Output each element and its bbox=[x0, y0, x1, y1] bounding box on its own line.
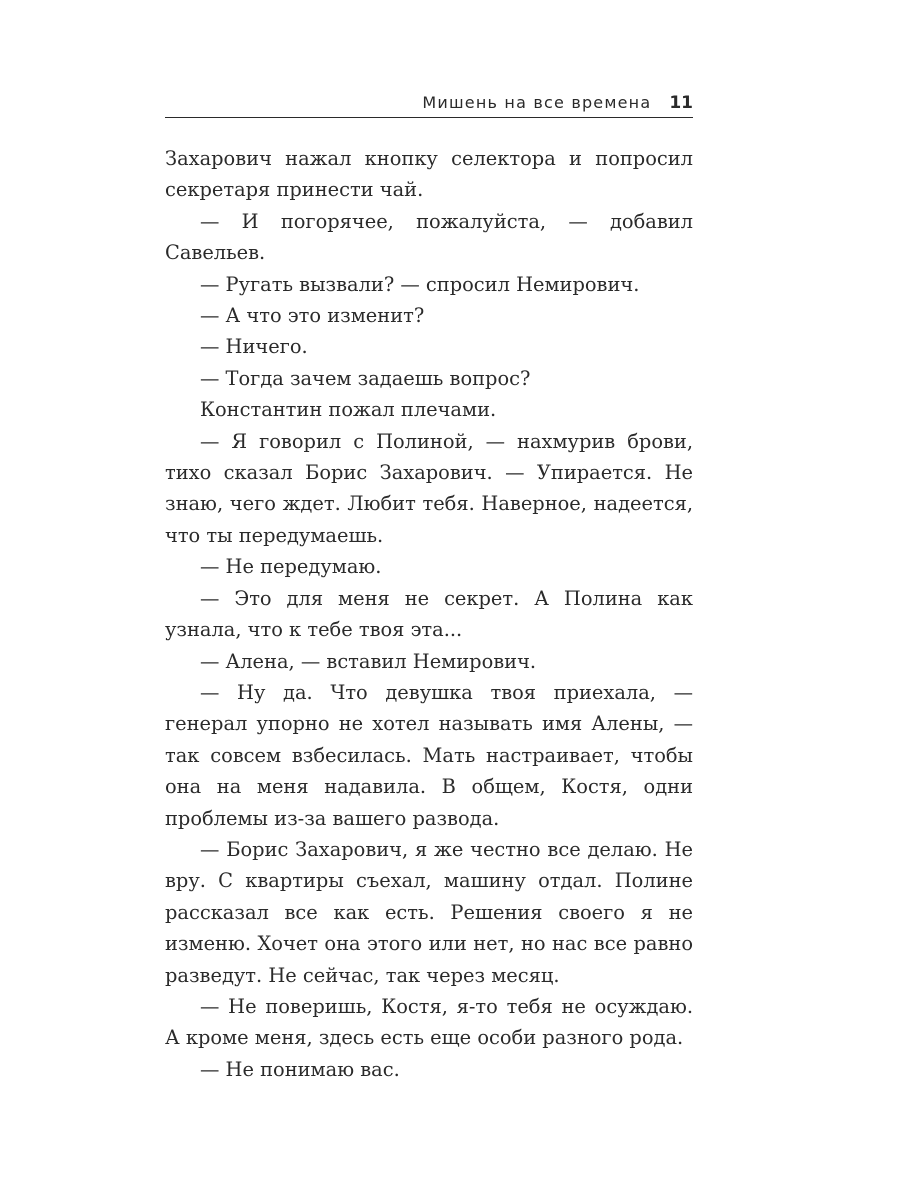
paragraph-8: — Я говорил с Полиной, — нахмурив брови, тихо сказал Борис Захарович. — Упирается. Не знаю, чего ждет. Любит тебя. Наверное, надеется, что ты передумаешь. bbox=[165, 429, 693, 547]
paragraph-15: — Не понимаю вас. bbox=[200, 1057, 400, 1081]
paragraph-12: — Ну да. Что девушка твоя приехала, — генерал упорно не хотел называть имя Алены, — так совсем взбесилась. Мать настраивает, чтобы она на меня надавила. В общем, Костя, одни проблемы из-за вашего развода. bbox=[165, 680, 693, 830]
paragraph-11: — Алена, — вставил Немирович. bbox=[200, 649, 537, 673]
paragraph-1: Захарович нажал кнопку селектора и попросил секретаря принести чай. bbox=[165, 147, 693, 202]
paragraph-7: Константин пожал плечами. bbox=[200, 398, 497, 422]
book-title: Мишень на все времена bbox=[422, 93, 652, 112]
paragraph-3: — Ругать вызвали? — спросил Немирович. bbox=[200, 272, 640, 296]
paragraph-10: — Это для меня не секрет. А Полина как узнала, что к тебе твоя эта... bbox=[165, 586, 693, 642]
paragraph-4: — А что это изменит? bbox=[200, 304, 425, 328]
paragraph-2: — И погорячее, пожалуйста, — добавил Савельев. bbox=[165, 209, 693, 265]
paragraph-5: — Ничего. bbox=[200, 335, 308, 359]
running-header bbox=[165, 92, 693, 118]
paragraph-13: — Борис Захарович, я же честно все делаю. Не вру. С квартиры съехал, машину отдал. Полине рассказал все как есть. Решения своего я не изменю. Хочет она этого или нет, но нас все равно разведут. Не сейчас, так через месяц. bbox=[165, 837, 693, 987]
paragraph-9: — Не передумаю. bbox=[200, 555, 382, 579]
paragraph-14: — Не поверишь, Костя, я-то тебя не осуждаю. А кроме меня, здесь есть еще особи разного рода. bbox=[165, 994, 693, 1050]
page-number: 11 bbox=[669, 93, 693, 113]
paragraph-6: — Тогда зачем задаешь вопрос? bbox=[200, 366, 531, 390]
body-text bbox=[165, 143, 693, 1085]
